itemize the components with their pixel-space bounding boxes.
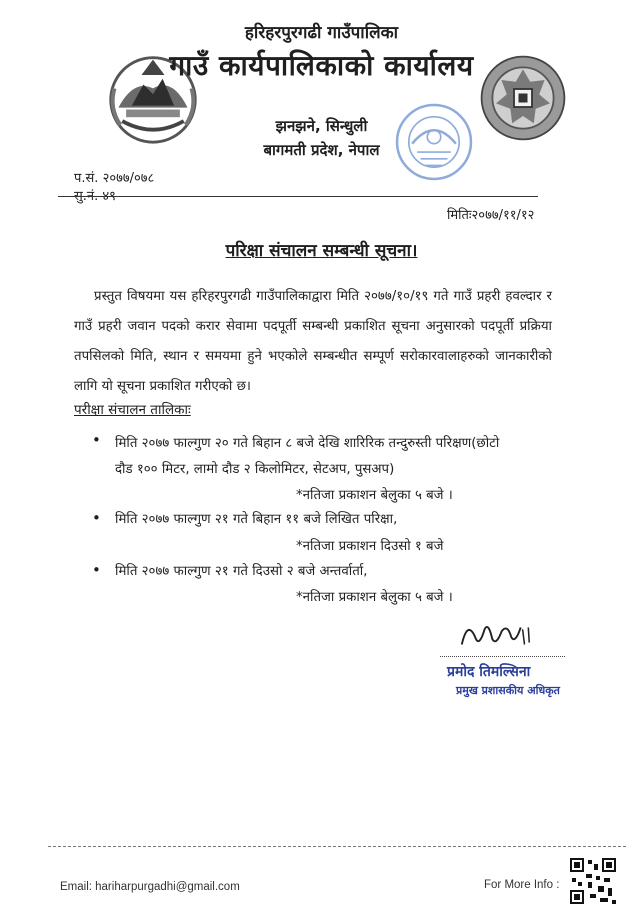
schedule-item-1-line2: दौड १०० मिटर, लामो दौड २ किलोमिटर, सेटअप, पुसअप) — [115, 462, 395, 477]
contact-email[interactable]: Email: hariharpurgadhi@gmail.com — [60, 881, 240, 893]
bullet-marker: • — [92, 509, 101, 527]
qr-code[interactable] — [568, 856, 618, 906]
notice-number: सु.नं. ४९ — [74, 189, 116, 204]
bullet-marker: • — [92, 561, 101, 579]
signatory-role: प्रमुख प्रशासकीय अधिकृत — [456, 684, 560, 697]
schedule-item-2-result: *नतिजा प्रकाशन दिउसो १ बजे — [296, 539, 444, 554]
schedule-heading: परीक्षा संचालन तालिकाः — [74, 402, 191, 418]
municipality-name: हरिहरपुरगढी गाउँपालिका — [244, 23, 399, 43]
signature-line — [440, 656, 565, 657]
signature — [458, 616, 534, 654]
notice-paragraph: प्रस्तुत विषयमा यस हरिहरपुरगढी गाउँपालिकाद्वारा मिति २०७७/१०/१९ गते गाउँ प्रहरी हवल्दार र गाउँ प्रहरी जवान पदको करार सेवामा पदपूर्ती सम्बन्धी प्रकाशित सूचना अनुसारको पदपूर्ती प्रक्रिया तपसिलको मिति, स्थान र समयमा हुने भएकोले सम्बन्धीत सम्पूर्ण सरोकारवालाहरुको जानकारीको लागि यो सूचना प्रकाशित गरीएको छ। — [74, 289, 552, 394]
schedule-item-1-result: *नतिजा प्रकाशन बेलुका ५ बजे । — [296, 488, 453, 503]
schedule-item-3-result: *नतिजा प्रकाशन बेलुका ५ बजे । — [296, 590, 453, 605]
schedule-item-1-line1: मिति २०७७ फाल्गुण २० गते बिहान ८ बजे देखि शारिरिक तन्दुरुस्ती परिक्षण(छोटो — [115, 436, 500, 451]
header-divider — [58, 196, 538, 197]
signatory-name: प्रमोद तिमल्सिना — [447, 664, 531, 680]
bullet-marker: • — [92, 431, 101, 449]
notice-title-text: परिक्षा संचालन सम्बन्धी सूचना। — [225, 241, 418, 261]
notice-date: मितिः२०७७/११/१२ — [447, 208, 535, 223]
office-location: झनझने, सिन्धुली — [275, 117, 368, 135]
schedule-item-2-line1: मिति २०७७ फाल्गुण २१ गते बिहान ११ बजे लिखित परिक्षा, — [115, 512, 398, 527]
footer-divider — [48, 846, 626, 847]
schedule-item-3-line1: मिति २०७७ फाल्गुण २१ गते दिउसो २ बजे अन्तर्वार्ता, — [115, 564, 368, 579]
province-country: बागमती प्रदेश, नेपाल — [263, 141, 380, 159]
more-info-label: For More Info : — [484, 879, 560, 891]
notice-title — [0, 238, 643, 261]
office-name: गाउँ कार्यपालिकाको कार्यालय — [169, 49, 474, 82]
fiscal-year-reference: प.सं. २०७७/०७८ — [74, 171, 155, 186]
